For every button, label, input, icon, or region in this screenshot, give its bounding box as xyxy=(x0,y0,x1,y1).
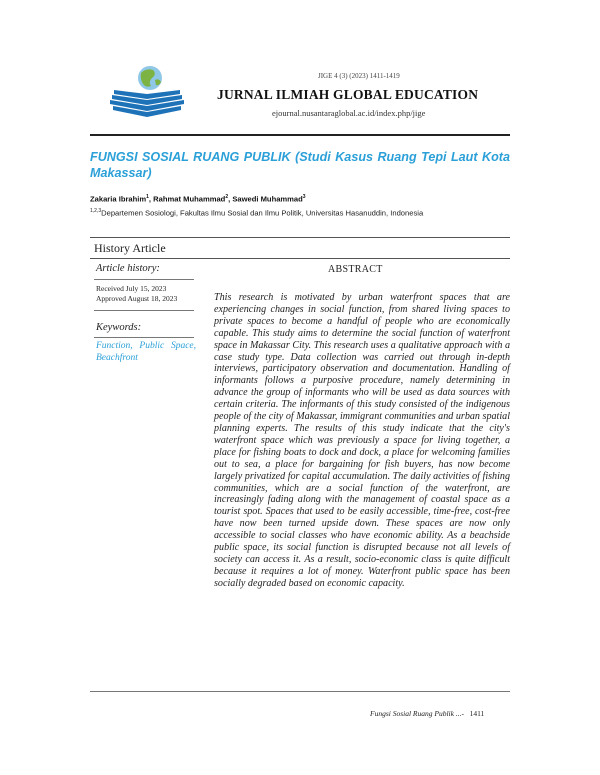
received-date: Received July 15, 2023 xyxy=(96,284,167,293)
keywords-label: Keywords: xyxy=(96,322,142,333)
author-sup: 1 xyxy=(146,194,149,200)
affiliation-sup: 1,2,3 xyxy=(90,208,102,214)
running-title: Fungsi Sosial Ruang Publik ...- xyxy=(370,709,464,718)
page-number: 1411 xyxy=(469,709,485,718)
author-sup: 3 xyxy=(302,194,306,200)
approved-date: Approved August 18, 2023 xyxy=(96,294,178,303)
author-list: Zakaria Ibrahim$^1$, Rahmat Muhammad$^2$, Sawedi Muhammad$^3$ xyxy=(90,194,306,204)
journal-title: JURNAL ILMIAH GLOBAL EDUCATION xyxy=(217,87,479,102)
page-footer xyxy=(370,709,484,718)
sidebar-divider xyxy=(94,337,194,338)
history-heading: History Article xyxy=(94,241,166,255)
article-history-label: Article history: xyxy=(96,263,160,274)
header-divider xyxy=(90,134,510,136)
section-divider xyxy=(90,258,510,259)
globe-book-logo xyxy=(110,64,184,126)
paper-title: FUNGSI SOSIAL RUANG PUBLIK (Studi Kasus Ruang Tepi Laut Kota Makassar) xyxy=(90,150,510,180)
keywords-text: Function, Public Space, Beachfront xyxy=(96,341,196,363)
author-name: Zakaria Ibrahim xyxy=(90,194,147,204)
affiliation-text: Departemen Sosiologi, Fakultas Ilmu Sosial dan Ilmu Politik, Universitas Hasanuddin, Indonesia xyxy=(101,208,424,218)
abstract-text: This research is motivated by urban waterfront spaces that are experiencing changes in social function, from shared living spaces to private spaces to become a handful of people who are economically capable. This study aims to determine the social function of waterfront space in Makassar City. This research uses a qualitative approach with a case study type. Data collection was carried out through in-depth interviews, participatory observation and documentation. Handling of informants follows a purposive procedure, namely determining in advance the group of informants who will be used as data sources with certain criteria. The informants of this study consisted of the indigenous people of the city of Makassar, immigrant communities and urban spatial planning experts. The results of this study indicate that the city's waterfront space which was previously a space for living together, a place for fishing boats to dock and dock, a place for welcoming families out to sea, a place for bargaining for fish buyers, has now become largely privatized for capital accumulation. The daily activities of fishing communities, which are a social function of the waterfront, are increasingly fading along with the management of coastal space as a tourist spot. Spaces that used to be easily accessible, time-free, cost-free have now been turned upside down. These spaces are now only accessible to social classes who have economic ability. As a beachside public space, its social function is disrupted because not all levels of society can access it. As a result, socio-economic class is quite difficult because it requires a lot of money. Waterfront public space has been socially degraded based on economic capacity. xyxy=(214,292,510,589)
journal-url[interactable]: ejournal.nusantaraglobal.ac.id/index.php/jige xyxy=(272,108,426,118)
sidebar-divider xyxy=(94,279,194,280)
section-divider xyxy=(90,237,510,238)
journal-code: JIGE 4 (3) (2023) 1411-1419 xyxy=(318,72,400,80)
abstract-heading: ABSTRACT xyxy=(328,264,383,275)
footer-divider xyxy=(90,691,510,692)
affiliation xyxy=(90,208,423,218)
author-name: Sawedi Muhammad xyxy=(232,194,303,204)
author-name: Rahmat Muhammad xyxy=(153,194,226,204)
author-sup: 2 xyxy=(225,194,229,200)
sidebar-divider xyxy=(94,310,194,311)
